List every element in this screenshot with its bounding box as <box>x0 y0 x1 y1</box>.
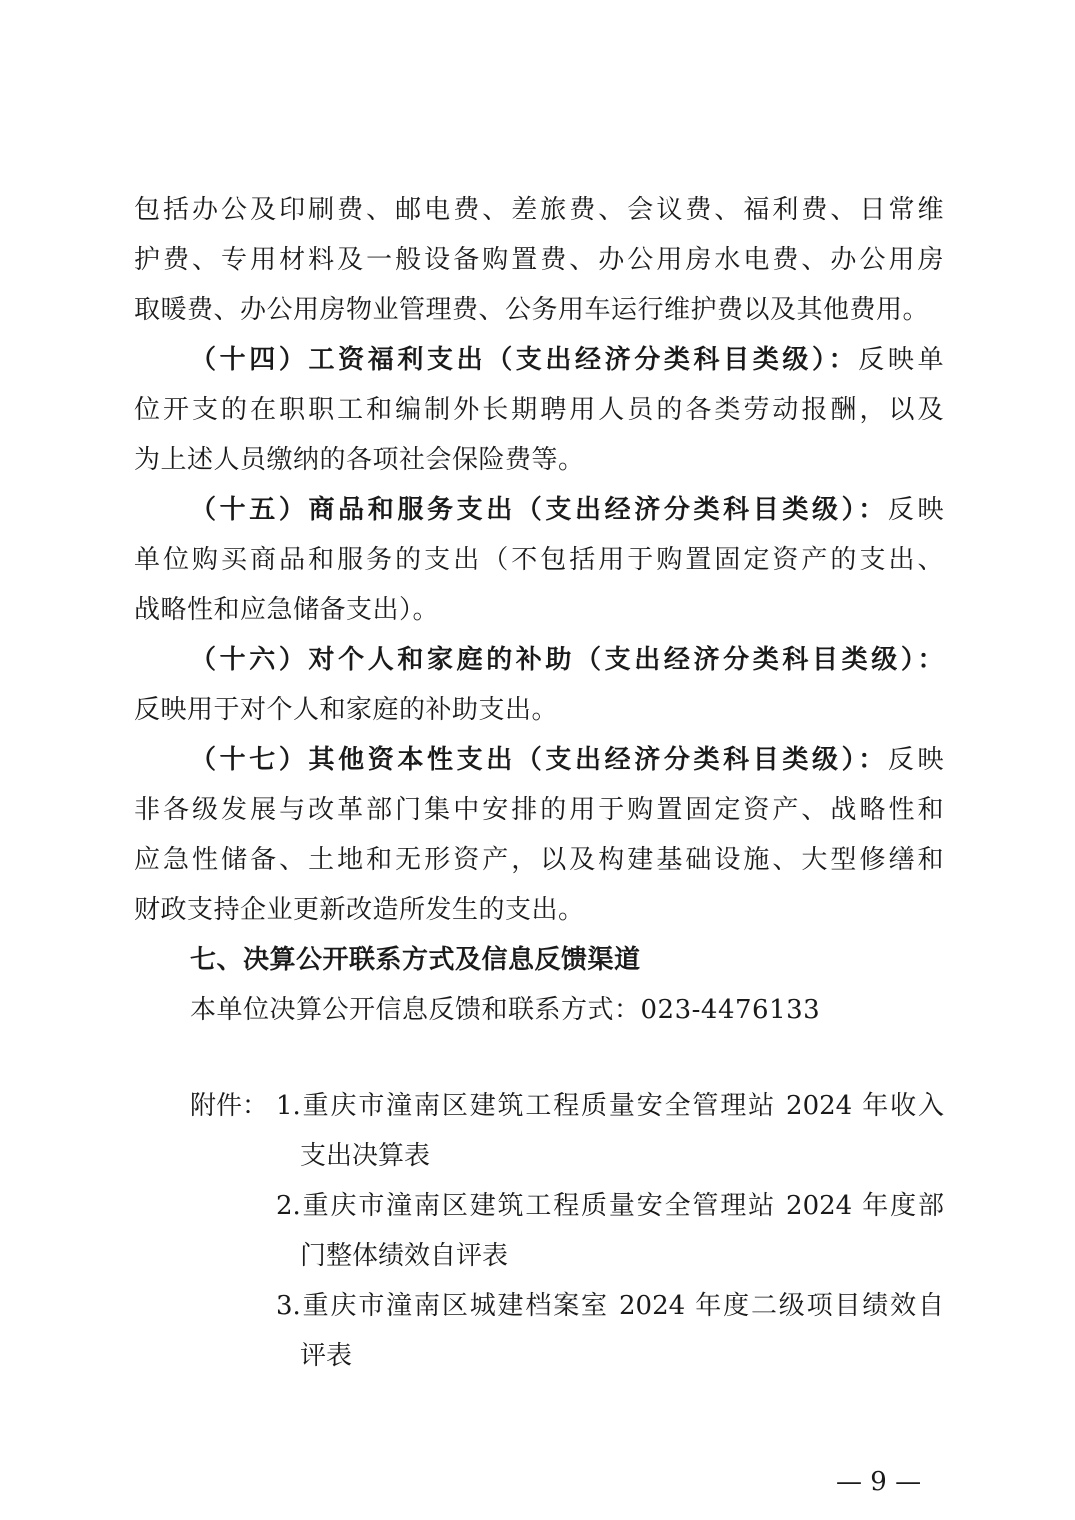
contact-line: 本单位决算公开信息反馈和联系方式：023-4476133 <box>190 995 821 1025</box>
page-number: — 9 — <box>836 1467 922 1497</box>
body-line: 反映用于对个人和家庭的补助支出。 <box>134 695 559 725</box>
body-line: 包括办公及印刷费、邮电费、差旅费、会议费、福利费、日常维 <box>134 195 944 225</box>
body-line: 战略性和应急储备支出）。 <box>134 595 440 625</box>
paragraph-16-title: （十六）对个人和家庭的补助（支出经济分类科目类级）： <box>190 645 944 675</box>
body-line: 单位购买商品和服务的支出（不包括用于购置固定资产的支出、 <box>134 545 944 575</box>
body-line: 护费、专用材料及一般设备购置费、办公用房水电费、办公用房 <box>134 245 944 275</box>
attachment-item: 2.重庆市潼南区建筑工程质量安全管理站 2024 年度部 <box>276 1191 944 1221</box>
section-7-heading: 七、决算公开联系方式及信息反馈渠道 <box>190 945 641 975</box>
paragraph-17-title: （十七）其他资本性支出（支出经济分类科目类级）： <box>190 745 888 775</box>
paragraph-16-first-line <box>190 634 944 686</box>
body-line: 为上述人员缴纳的各项社会保险费等。 <box>134 445 585 475</box>
body-line: 非各级发展与改革部门集中安排的用于购置固定资产、战略性和 <box>134 795 944 825</box>
paragraph-14-title: （十四）工资福利支出（支出经济分类科目类级）： <box>190 345 859 375</box>
attachment-item: 3.重庆市潼南区城建档案室 2024 年度二级项目绩效自 <box>276 1291 944 1321</box>
body-line: 财政支持企业更新改造所发生的支出。 <box>134 895 585 925</box>
body-line: 位开支的在职职工和编制外长期聘用人员的各类劳动报酬，以及 <box>134 395 944 425</box>
paragraph-14-first: 反映单 <box>858 345 944 375</box>
attachment-item-continued: 支出决算表 <box>300 1141 431 1171</box>
paragraph-15-first-line <box>190 484 944 536</box>
paragraph-15-title: （十五）商品和服务支出（支出经济分类科目类级）： <box>190 495 888 525</box>
attachment-item-continued: 评表 <box>300 1341 353 1371</box>
attachments-label: 附件： <box>190 1091 269 1121</box>
paragraph-17-first-line <box>190 734 944 786</box>
attachment-item-continued: 门整体绩效自评表 <box>300 1241 509 1271</box>
attachment-item: 1.重庆市潼南区建筑工程质量安全管理站 2024 年收入 <box>276 1091 944 1121</box>
paragraph-15-first: 反映 <box>887 495 944 525</box>
paragraph-17-first: 反映 <box>887 745 944 775</box>
body-line: 取暖费、办公用房物业管理费、公务用车运行维护费以及其他费用。 <box>134 295 930 325</box>
body-line: 应急性储备、土地和无形资产，以及构建基础设施、大型修缮和 <box>134 845 944 875</box>
paragraph-14-first-line <box>190 334 944 386</box>
